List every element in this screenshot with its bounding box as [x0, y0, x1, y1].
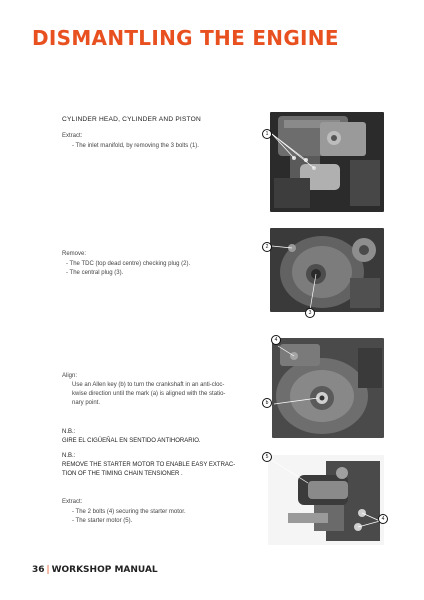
callout-4-starter: 4 — [378, 514, 388, 524]
page-footer — [32, 565, 158, 575]
step-4-line-1: - The 2 bolts (4) securing the starter motor. — [72, 509, 186, 515]
callout-5: 5 — [262, 452, 272, 462]
engine-photo-starter-motor — [268, 455, 384, 545]
step-4-line-2: - The starter motor (5). — [72, 518, 133, 524]
step-1-label: Extract: — [62, 133, 83, 139]
engine-photo-inlet-manifold — [270, 112, 384, 212]
step-3-line-1: Use an Allen key (b) to turn the crankshaft in an anti-cloc- — [72, 382, 225, 388]
note-2-label: N.B.: — [62, 453, 76, 459]
step-2-line-1: - The TDC (top dead centre) checking plug (2). — [66, 261, 191, 267]
section-heading: CYLINDER HEAD, CYLINDER AND PISTON — [62, 116, 201, 123]
manual-title: WORKSHOP MANUAL — [51, 565, 158, 575]
step-3-line-3: nary point. — [72, 400, 101, 406]
callout-b: b — [262, 398, 272, 408]
page-title: DISMANTLING THE ENGINE — [32, 26, 339, 50]
step-3-label: Align: — [62, 373, 78, 379]
callout-3: 3 — [305, 308, 315, 318]
footer-separator: | — [46, 565, 50, 575]
callout-1: 1 — [262, 129, 272, 139]
callout-2: 2 — [262, 242, 272, 252]
note-2-line-1: REMOVE THE STARTER MOTOR TO ENABLE EASY EXTRAC- — [62, 462, 236, 468]
step-3-line-2: kwise direction until the mark (a) is aligned with the statio- — [72, 391, 226, 397]
step-2-label: Remove: — [62, 251, 87, 257]
step-2-line-2: - The central plug (3). — [66, 270, 124, 276]
engine-photo-cover-plugs — [270, 228, 384, 312]
step-1-line-1: - The inlet manifold, by removing the 3 bolts (1). — [72, 143, 199, 149]
page-number: 36 — [32, 565, 45, 575]
step-4-label: Extract: — [62, 499, 83, 505]
engine-photo-timing-alignment — [272, 338, 384, 438]
note-1-label: N.B.: — [62, 429, 76, 435]
note-2-line-2: TION OF THE TIMING CHAIN TENSIONER . — [62, 471, 183, 477]
note-1-text: GIRE EL CIGÜEÑAL EN SENTIDO ANTIHORARIO. — [62, 438, 201, 444]
callout-4: 4 — [271, 335, 281, 345]
